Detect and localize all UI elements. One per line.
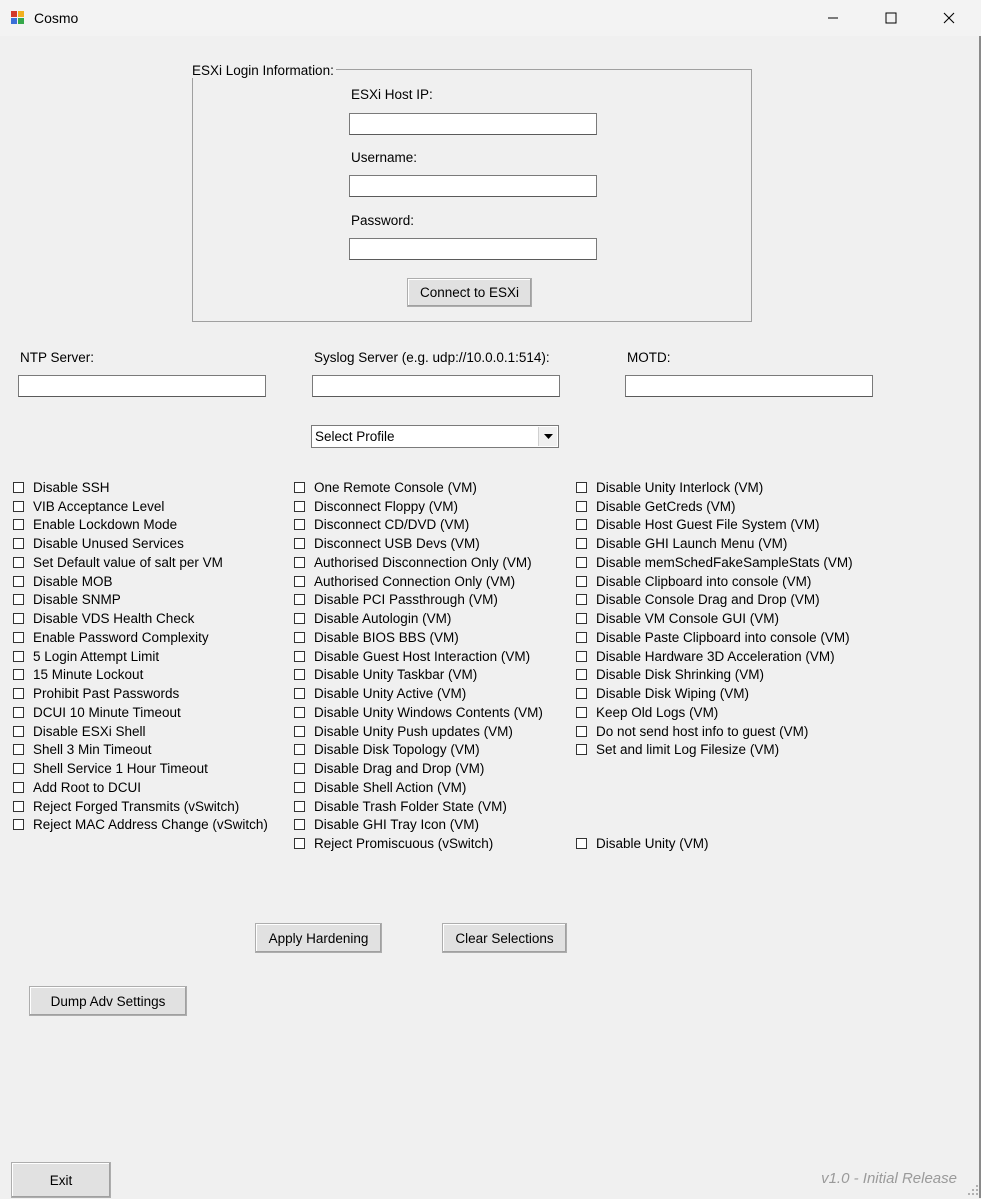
checkbox-label: Shell Service 1 Hour Timeout bbox=[33, 761, 208, 777]
checkbox[interactable] bbox=[13, 519, 24, 530]
checkbox-label: Disable Unused Services bbox=[33, 536, 184, 552]
checkbox[interactable] bbox=[576, 482, 587, 493]
checkbox-item[interactable] bbox=[13, 647, 268, 666]
checkbox[interactable] bbox=[576, 651, 587, 662]
checkbox-label: Disable Drag and Drop (VM) bbox=[314, 761, 485, 777]
checkbox[interactable] bbox=[13, 819, 24, 830]
checkbox-label: Disable memSchedFakeSampleStats (VM) bbox=[596, 554, 853, 570]
checkbox-label: Disable VM Console GUI (VM) bbox=[596, 611, 780, 627]
maximize-icon bbox=[885, 12, 897, 24]
checkbox-label: Disable GHI Launch Menu (VM) bbox=[596, 536, 788, 552]
checkbox-label: Reject Promiscuous (vSwitch) bbox=[314, 836, 494, 852]
checkbox-label: Disable GHI Tray Icon (VM) bbox=[314, 817, 480, 833]
checkbox-label: Disable Unity Active (VM) bbox=[314, 686, 467, 702]
checkbox-label: Disable SSH bbox=[33, 479, 110, 495]
checkbox[interactable] bbox=[576, 744, 587, 755]
checkbox[interactable] bbox=[576, 519, 587, 530]
checkbox-label: Disconnect CD/DVD (VM) bbox=[314, 517, 470, 533]
profile-select[interactable] bbox=[311, 425, 559, 448]
checkbox-label: Reject MAC Address Change (vSwitch) bbox=[33, 817, 268, 833]
checkbox[interactable] bbox=[576, 538, 587, 549]
minimize-icon bbox=[827, 12, 839, 24]
checkbox[interactable] bbox=[13, 482, 24, 493]
checkbox-item[interactable] bbox=[576, 478, 853, 497]
checkbox[interactable] bbox=[294, 801, 305, 812]
close-icon bbox=[943, 12, 955, 24]
ntp-label: NTP Server: bbox=[20, 350, 95, 365]
checkbox[interactable] bbox=[294, 519, 305, 530]
checkbox[interactable] bbox=[294, 501, 305, 512]
checkbox[interactable] bbox=[13, 782, 24, 793]
checkbox-item[interactable] bbox=[576, 647, 853, 666]
checkbox-item[interactable] bbox=[294, 666, 543, 685]
checkbox-item[interactable] bbox=[576, 553, 853, 572]
checkbox-item[interactable] bbox=[294, 722, 543, 741]
checkbox-item[interactable] bbox=[13, 797, 268, 816]
checkbox[interactable] bbox=[294, 707, 305, 718]
checkbox-item[interactable] bbox=[576, 497, 853, 516]
checkbox-label: Disable Guest Host Interaction (VM) bbox=[314, 648, 531, 664]
checkbox[interactable] bbox=[576, 707, 587, 718]
checkbox-label: Disable BIOS BBS (VM) bbox=[314, 629, 459, 645]
checkbox[interactable] bbox=[294, 763, 305, 774]
checkbox-label: Do not send host info to guest (VM) bbox=[596, 723, 809, 739]
checkbox-label: Disable Paste Clipboard into console (VM) bbox=[596, 629, 850, 645]
profile-selected-value: Select Profile bbox=[315, 429, 395, 444]
checkbox-label: Reject Forged Transmits (vSwitch) bbox=[33, 798, 240, 814]
checkbox-item[interactable] bbox=[576, 684, 853, 703]
checkbox[interactable] bbox=[576, 557, 587, 568]
checkbox-label: Disable Disk Wiping (VM) bbox=[596, 686, 750, 702]
checkbox-item[interactable] bbox=[294, 778, 543, 797]
checkbox-item[interactable] bbox=[294, 816, 543, 835]
checkbox-label: Shell 3 Min Timeout bbox=[33, 742, 152, 758]
syslog-label: Syslog Server (e.g. udp://10.0.0.1:514): bbox=[314, 350, 550, 365]
checkbox[interactable] bbox=[13, 576, 24, 587]
checkbox-label: Disable VDS Health Check bbox=[33, 611, 195, 627]
checkbox[interactable] bbox=[294, 744, 305, 755]
checkbox-item[interactable] bbox=[294, 834, 543, 853]
close-button[interactable] bbox=[920, 0, 978, 36]
version-label: v1.0 - Initial Release bbox=[821, 1170, 957, 1187]
checkbox-label: Disable ESXi Shell bbox=[33, 723, 146, 739]
connect-button[interactable]: Connect to ESXi bbox=[407, 278, 532, 307]
checkbox-label: DCUI 10 Minute Timeout bbox=[33, 704, 181, 720]
checkbox[interactable] bbox=[576, 726, 587, 737]
checkbox[interactable] bbox=[294, 651, 305, 662]
checkbox-item[interactable] bbox=[576, 628, 853, 647]
checkbox[interactable] bbox=[576, 838, 587, 849]
checkbox[interactable] bbox=[13, 501, 24, 512]
apply-hardening-button[interactable]: Apply Hardening bbox=[255, 923, 382, 953]
password-label: Password: bbox=[351, 213, 415, 228]
checkbox-item[interactable] bbox=[576, 666, 853, 685]
minimize-button[interactable] bbox=[804, 0, 862, 36]
checkbox-item[interactable] bbox=[576, 609, 853, 628]
checkbox-column-vm bbox=[294, 478, 543, 853]
checkbox-label: Disable Console Drag and Drop (VM) bbox=[596, 592, 820, 608]
checkbox-item[interactable] bbox=[294, 516, 543, 535]
checkbox-label: Disable Unity (VM) bbox=[596, 835, 709, 851]
checkbox-item[interactable] bbox=[13, 703, 268, 722]
checkbox-item[interactable] bbox=[294, 591, 543, 610]
checkbox[interactable] bbox=[13, 744, 24, 755]
dump-adv-settings-button[interactable]: Dump Adv Settings bbox=[29, 986, 187, 1016]
checkbox-label: Disable Host Guest File System (VM) bbox=[596, 517, 820, 533]
window-title: Cosmo bbox=[34, 10, 79, 26]
checkbox[interactable] bbox=[576, 632, 587, 643]
checkbox-item[interactable] bbox=[576, 834, 709, 853]
checkbox[interactable] bbox=[294, 576, 305, 587]
checkbox-item[interactable] bbox=[294, 553, 543, 572]
checkbox-label: Disable SNMP bbox=[33, 592, 121, 608]
ntp-input[interactable] bbox=[18, 375, 266, 397]
checkbox[interactable] bbox=[13, 669, 24, 680]
checkbox-label: Disable MOB bbox=[33, 573, 113, 589]
checkbox[interactable] bbox=[294, 819, 305, 830]
checkbox-item[interactable] bbox=[13, 516, 268, 535]
checkbox-item[interactable] bbox=[294, 628, 543, 647]
checkbox-label: Disable Trash Folder State (VM) bbox=[314, 798, 507, 814]
checkbox[interactable] bbox=[294, 538, 305, 549]
checkbox[interactable] bbox=[13, 801, 24, 812]
checkbox[interactable] bbox=[13, 763, 24, 774]
checkbox-item[interactable] bbox=[576, 516, 853, 535]
checkbox-item[interactable] bbox=[13, 534, 268, 553]
checkbox-item[interactable] bbox=[13, 628, 268, 647]
checkbox-label: Keep Old Logs (VM) bbox=[596, 704, 719, 720]
checkbox-item[interactable] bbox=[576, 703, 853, 722]
checkbox-column-extra bbox=[576, 834, 709, 853]
checkbox[interactable] bbox=[294, 557, 305, 568]
checkbox[interactable] bbox=[13, 688, 24, 699]
checkbox-label: Disable Unity Taskbar (VM) bbox=[314, 667, 478, 683]
checkbox[interactable] bbox=[294, 632, 305, 643]
checkbox-label: Prohibit Past Passwords bbox=[33, 686, 180, 702]
checkbox[interactable] bbox=[294, 482, 305, 493]
checkbox-label: Add Root to DCUI bbox=[33, 779, 142, 795]
motd-label: MOTD: bbox=[627, 350, 671, 365]
chevron-down-icon bbox=[544, 434, 553, 440]
checkbox-item[interactable] bbox=[294, 741, 543, 760]
checkbox-item[interactable] bbox=[13, 684, 268, 703]
checkbox[interactable] bbox=[13, 707, 24, 718]
checkbox[interactable] bbox=[294, 838, 305, 849]
checkbox-item[interactable] bbox=[294, 534, 543, 553]
checkbox[interactable] bbox=[294, 782, 305, 793]
exit-button[interactable]: Exit bbox=[11, 1162, 111, 1198]
checkbox[interactable] bbox=[13, 632, 24, 643]
resize-grip-icon[interactable] bbox=[967, 1184, 979, 1196]
checkbox-item[interactable] bbox=[13, 722, 268, 741]
checkbox-item[interactable] bbox=[13, 741, 268, 760]
checkbox-label: Disable Clipboard into console (VM) bbox=[596, 573, 812, 589]
username-input[interactable] bbox=[349, 175, 597, 197]
checkbox[interactable] bbox=[576, 501, 587, 512]
checkbox-item[interactable] bbox=[294, 684, 543, 703]
checkbox-label: 5 Login Attempt Limit bbox=[33, 648, 160, 664]
checkbox[interactable] bbox=[13, 594, 24, 605]
checkbox[interactable] bbox=[576, 594, 587, 605]
syslog-input[interactable] bbox=[312, 375, 560, 397]
host-ip-label: ESXi Host IP: bbox=[351, 87, 433, 102]
checkbox-label: Set Default value of salt per VM bbox=[33, 554, 223, 570]
checkbox-label: One Remote Console (VM) bbox=[314, 479, 477, 495]
checkbox-item[interactable] bbox=[13, 778, 268, 797]
app-icon bbox=[10, 10, 26, 26]
username-label: Username: bbox=[351, 150, 418, 165]
checkbox-label: Authorised Disconnection Only (VM) bbox=[314, 554, 532, 570]
checkbox[interactable] bbox=[294, 688, 305, 699]
checkbox[interactable] bbox=[13, 726, 24, 737]
checkbox-column-host bbox=[13, 478, 268, 834]
checkbox-item[interactable] bbox=[13, 816, 268, 835]
login-group-legend: ESXi Login Information: bbox=[192, 63, 334, 78]
checkbox-label: Disable Unity Windows Contents (VM) bbox=[314, 704, 543, 720]
checkbox-item[interactable] bbox=[294, 497, 543, 516]
checkbox-label: Disable Autologin (VM) bbox=[314, 611, 452, 627]
dropdown-arrow-button[interactable] bbox=[538, 427, 557, 446]
checkbox-item[interactable] bbox=[13, 553, 268, 572]
checkbox-item[interactable] bbox=[13, 759, 268, 778]
checkbox-label: Disable Disk Shrinking (VM) bbox=[596, 667, 765, 683]
checkbox-label: VIB Acceptance Level bbox=[33, 498, 165, 514]
checkbox-label: Disable Hardware 3D Acceleration (VM) bbox=[596, 648, 835, 664]
checkbox-item[interactable] bbox=[13, 609, 268, 628]
checkbox[interactable] bbox=[13, 538, 24, 549]
checkbox-label: Disconnect Floppy (VM) bbox=[314, 498, 459, 514]
checkbox[interactable] bbox=[576, 613, 587, 624]
checkbox-item[interactable] bbox=[294, 609, 543, 628]
checkbox-item[interactable] bbox=[576, 534, 853, 553]
checkbox-item[interactable] bbox=[294, 478, 543, 497]
checkbox-label: Disable Shell Action (VM) bbox=[314, 779, 467, 795]
checkbox-item[interactable] bbox=[13, 591, 268, 610]
checkbox[interactable] bbox=[294, 613, 305, 624]
checkbox-item[interactable] bbox=[576, 741, 853, 760]
checkbox-label: Disable PCI Passthrough (VM) bbox=[314, 592, 498, 608]
checkbox-item[interactable] bbox=[294, 572, 543, 591]
checkbox-label: Disable GetCreds (VM) bbox=[596, 498, 736, 514]
checkbox-label: 15 Minute Lockout bbox=[33, 667, 144, 683]
checkbox-item[interactable] bbox=[13, 478, 268, 497]
checkbox-label: Enable Password Complexity bbox=[33, 629, 209, 645]
checkbox-label: Disable Unity Interlock (VM) bbox=[596, 479, 764, 495]
checkbox-item[interactable] bbox=[576, 591, 853, 610]
checkbox-column-vm-advanced bbox=[576, 478, 853, 759]
checkbox[interactable] bbox=[294, 669, 305, 680]
checkbox[interactable] bbox=[294, 726, 305, 737]
password-input[interactable] bbox=[349, 238, 597, 260]
host-ip-input[interactable] bbox=[349, 113, 597, 135]
checkbox[interactable] bbox=[13, 613, 24, 624]
checkbox-item[interactable] bbox=[13, 497, 268, 516]
checkbox-item[interactable] bbox=[294, 703, 543, 722]
checkbox-item[interactable] bbox=[294, 759, 543, 778]
checkbox[interactable] bbox=[294, 594, 305, 605]
checkbox-label: Authorised Connection Only (VM) bbox=[314, 573, 516, 589]
motd-input[interactable] bbox=[625, 375, 873, 397]
checkbox-label: Disable Unity Push updates (VM) bbox=[314, 723, 513, 739]
checkbox[interactable] bbox=[576, 669, 587, 680]
clear-selections-button[interactable]: Clear Selections bbox=[442, 923, 567, 953]
checkbox-item[interactable] bbox=[13, 572, 268, 591]
checkbox-label: Enable Lockdown Mode bbox=[33, 517, 178, 533]
maximize-button[interactable] bbox=[862, 0, 920, 36]
checkbox-item[interactable] bbox=[576, 722, 853, 741]
title-bar bbox=[0, 0, 981, 36]
checkbox-label: Disable Disk Topology (VM) bbox=[314, 742, 480, 758]
checkbox[interactable] bbox=[576, 688, 587, 699]
checkbox[interactable] bbox=[13, 557, 24, 568]
checkbox-label: Set and limit Log Filesize (VM) bbox=[596, 742, 780, 758]
checkbox-item[interactable] bbox=[576, 572, 853, 591]
checkbox-item[interactable] bbox=[294, 797, 543, 816]
checkbox[interactable] bbox=[13, 651, 24, 662]
checkbox-label: Disconnect USB Devs (VM) bbox=[314, 536, 480, 552]
checkbox-item[interactable] bbox=[294, 647, 543, 666]
checkbox-item[interactable] bbox=[13, 666, 268, 685]
checkbox[interactable] bbox=[576, 576, 587, 587]
